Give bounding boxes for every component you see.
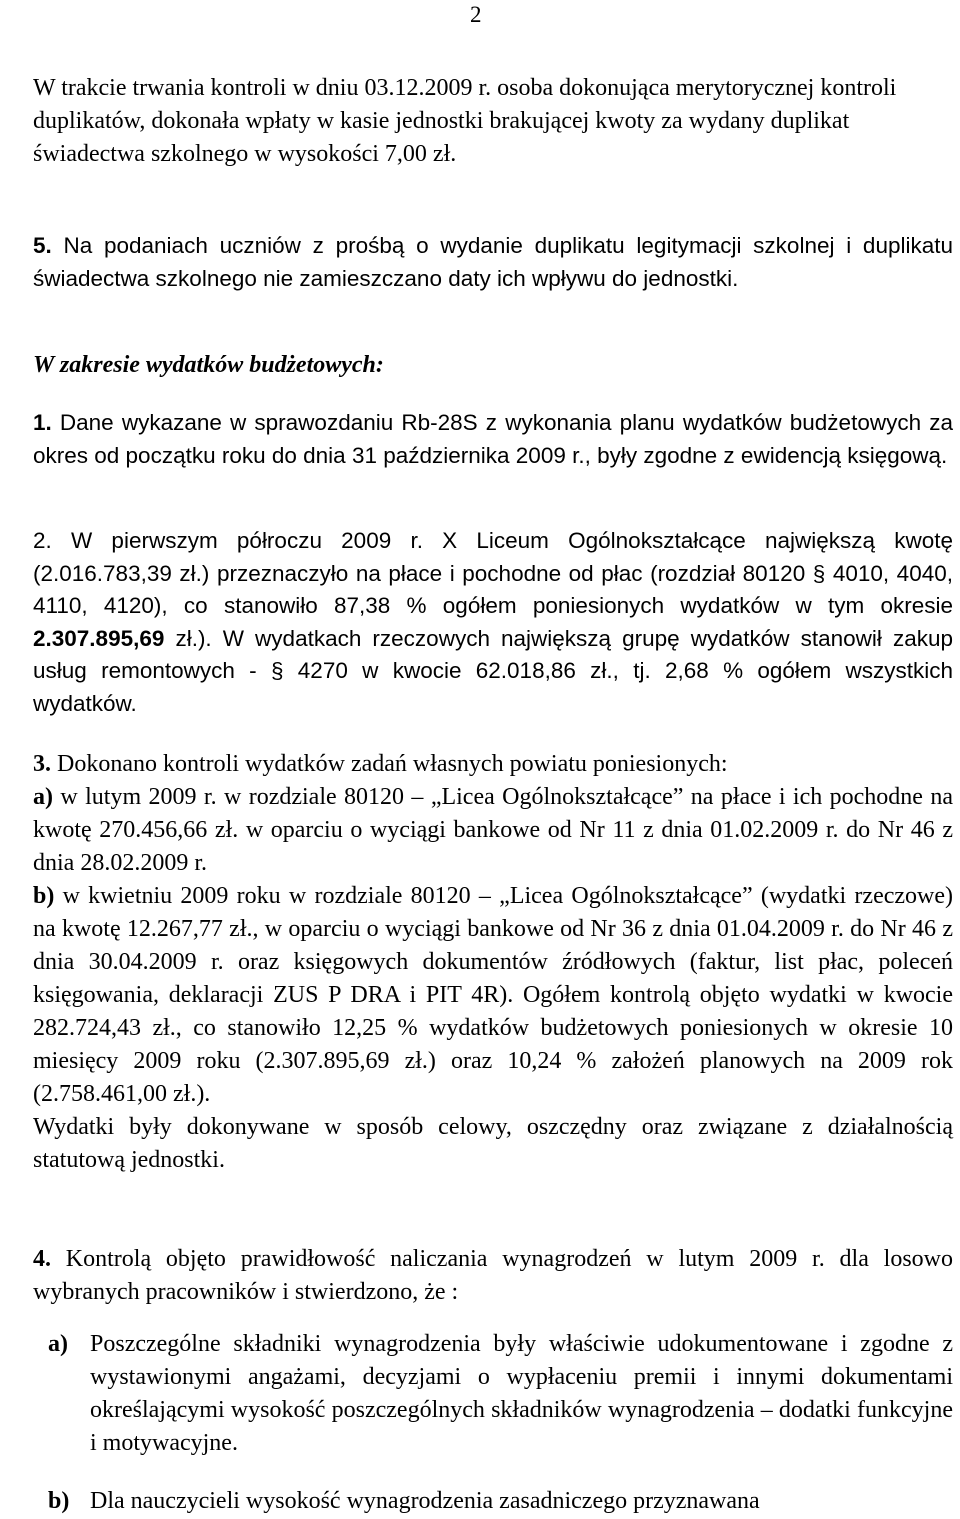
item-3-number: 3.	[33, 751, 51, 777]
item-5-number: 5.	[33, 233, 52, 258]
item-3-closing: Wydatki były dokonywane w sposób celowy, oszczędny oraz związane z działalnością statutową jednostki.	[33, 1114, 953, 1173]
item-3-a-label: a)	[33, 784, 53, 810]
section-icon: §	[812, 560, 826, 586]
item-3-b-label: b)	[33, 883, 55, 909]
item-4: 4. Kontrolą objęto prawidłowość naliczania wynagrodzeń w lutym 2009 r. dla losowo wybranych pracowników i stwierdzono, że :	[33, 1246, 953, 1305]
item-2-amount: 2.307.895,69	[33, 625, 165, 651]
section-icon: §	[270, 658, 284, 683]
item-5	[33, 230, 953, 295]
item-1-number: 1.	[33, 410, 52, 435]
item-4-a-text: Poszczególne składniki wynagrodzenia były właściwie udokumentowane i zgodne z wystawionymi angażami, decyzjami o wypłaceniu premii i innymi dokumentami określającymi wysokość poszczególnych składników wynagrodzenia – dodatki funkcyjne i motywacyjne.	[90, 1331, 953, 1456]
item-4-b-label: b)	[48, 1488, 70, 1514]
item-1-text: Dane wykazane w sprawozdaniu Rb-28S z wykonania planu wydatków budżetowych za okres od początku roku do dnia 31 października 2009 r., były zgodne z ewidencją księgową.	[33, 410, 953, 468]
item-4-a-label: a)	[48, 1331, 68, 1357]
page-number: 2	[470, 2, 482, 27]
item-1	[33, 407, 953, 472]
section-heading-expenses: W zakresie wydatków budżetowych:	[33, 352, 384, 378]
item-3: 3. Dokonano kontroli wydatków zadań własnych powiatu poniesionych: a) w lutym 2009 r. w rozdziale 80120 – „Licea Ogólnokształcące” na płace i ich pochodne na kwotę 270.456,66 zł. w oparciu o wyciągi bankowe od Nr 11 z dnia 01.02.2009 r. do Nr 46 z dnia 28.02.2009 r. b) w kwietniu 2009 roku w rozdziale 80120 – „Licea Ogólnokształcące” (wydatki rzeczowe) na kwotę 12.267,77 zł., w oparciu o wyciągi bankowe od Nr 36 z dnia 01.04.2009 r. do Nr 46 z dnia 30.04.2009 r. oraz księgowych dokumentów źródłowych (faktur, list płac, poleceń księgowania, deklaracji ZUS P DRA i PIT 4R). Ogółem kontrolą objęto wydatki w kwocie 282.724,43 zł., co stanowiło 12,25 % wydatków budżetowych poniesionych w okresie 10 miesięcy 2009 roku (2.307.895,69 zł.) oraz 10,24 % założeń planowych na 2009 rok (2.758.461,00 zł.). Wydatki były dokonywane w sposób celowy, oszczędny oraz związane z działalnością statutową jednostki.	[33, 751, 953, 1173]
paragraph-payment: W trakcie trwania kontroli w dniu 03.12.2009 r. osoba dokonująca merytorycznej kontroli duplikatów, dokonała wpłaty w kasie jednostki brakującej kwoty za wydany duplikat świadectwa szkolnego w wysokości 7,00 zł.	[33, 75, 897, 167]
item-4-number: 4.	[33, 1246, 51, 1272]
item-4-b-text: Dla nauczycieli wysokość wynagrodzenia zasadniczego przyznawana	[90, 1488, 760, 1514]
item-5-text: Na podaniach uczniów z prośbą o wydanie duplikatu legitymacji szkolnej i duplikatu świadectwa szkolnego nie zamieszczano daty ich wpływu do jednostki.	[33, 233, 953, 291]
item-2: 2. W pierwszym półroczu 2009 r. X Liceum Ogólnokształcące największą kwotę (2.016.783,39 zł.) przeznaczyło na płace i pochodne od płac (rozdział 80120 § 4010, 4040, 4110, 4120), co stanowiło 87,38 % ogółem poniesionych wydatków w tym okresie 2.307.895,69 zł.). W wydatkach rzeczowych największą grupę wydatków stanowił zakup usług remontowych - § 4270 w kwocie 62.018,86 zł., tj. 2,68 % ogółem wszystkich wydatków.	[33, 528, 953, 716]
